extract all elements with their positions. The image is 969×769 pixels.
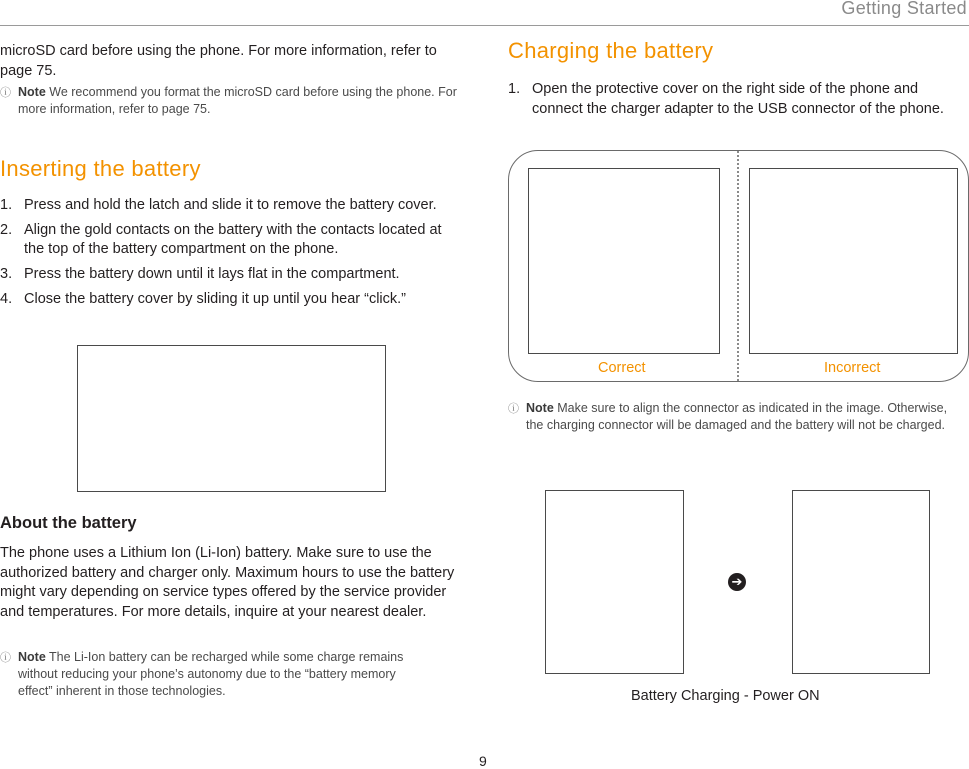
correct-label: Correct <box>598 360 646 376</box>
step-item <box>0 221 462 259</box>
step-number: 2. <box>0 222 13 238</box>
incorrect-connection-image <box>749 168 958 354</box>
step-text: Open the protective cover on the right side of the phone and connect the charger adapter to the USB connector of the phone. <box>532 81 944 117</box>
note-label: Note <box>526 401 554 415</box>
step-number: 3. <box>0 266 13 282</box>
note-label: Note <box>18 650 46 664</box>
note-text: We recommend you format the microSD card before using the phone. For more information, refer to page 75. <box>18 85 457 116</box>
correct-connection-image <box>528 168 720 354</box>
info-icon: ⓘ <box>508 403 519 415</box>
inserting-steps-list <box>0 196 462 309</box>
step-number: 1. <box>0 197 13 213</box>
charging-after-image <box>792 490 930 674</box>
step-item <box>0 290 462 309</box>
step-text: Align the gold contacts on the battery with the contacts located at the top of the battery compartment on the phone. <box>24 222 442 257</box>
note-text: Make sure to align the connector as indicated in the image. Otherwise, the charging connector will be damaged and the battery will not be charged. <box>526 401 948 432</box>
note-microsd <box>0 84 460 120</box>
comparison-divider <box>737 151 739 381</box>
note-connector-alignment <box>508 400 963 454</box>
step-item <box>0 265 462 284</box>
step-text: Press and hold the latch and slide it to remove the battery cover. <box>24 197 437 213</box>
charging-before-image <box>545 490 684 674</box>
heading-inserting-battery: Inserting the battery <box>0 156 201 181</box>
battery-insert-image <box>77 345 386 492</box>
intro-paragraph: microSD card before using the phone. For more information, refer to page 75. <box>0 43 437 79</box>
note-label: Note <box>18 85 46 99</box>
about-battery-paragraph: The phone uses a Lithium Ion (Li-Ion) battery. Make sure to use the authorized battery and charger only. Maximum hours to use the battery might vary depending on service types offered by the service provider and temperatures. For more details, inquire at your nearest dealer. <box>0 545 455 620</box>
note-text: The Li-Ion battery can be recharged while some charge remains without reducing your phone’s autonomy due to the “battery memory effect” inherent in those technologies. <box>18 650 404 698</box>
running-header: Getting Started <box>841 0 967 18</box>
incorrect-label: Incorrect <box>824 360 881 376</box>
note-li-ion <box>0 649 430 701</box>
info-icon: ⓘ <box>0 652 11 664</box>
charging-caption: Battery Charging - Power ON <box>631 688 820 704</box>
charging-steps-list <box>508 79 960 119</box>
step-text: Press the battery down until it lays flat in the compartment. <box>24 266 400 282</box>
page-number: 9 <box>479 753 487 769</box>
heading-charging-battery: Charging the battery <box>508 38 714 63</box>
header-divider <box>0 25 969 26</box>
step-item <box>0 196 462 215</box>
step-text: Close the battery cover by sliding it up until you hear “click.” <box>24 291 407 307</box>
step-number: 1. <box>508 81 521 97</box>
heading-about-battery: About the battery <box>0 514 137 532</box>
step-number: 4. <box>0 291 13 307</box>
arrow-right-circle-icon: ➔ <box>728 573 746 591</box>
step-item <box>508 79 960 119</box>
info-icon: ⓘ <box>0 87 11 99</box>
